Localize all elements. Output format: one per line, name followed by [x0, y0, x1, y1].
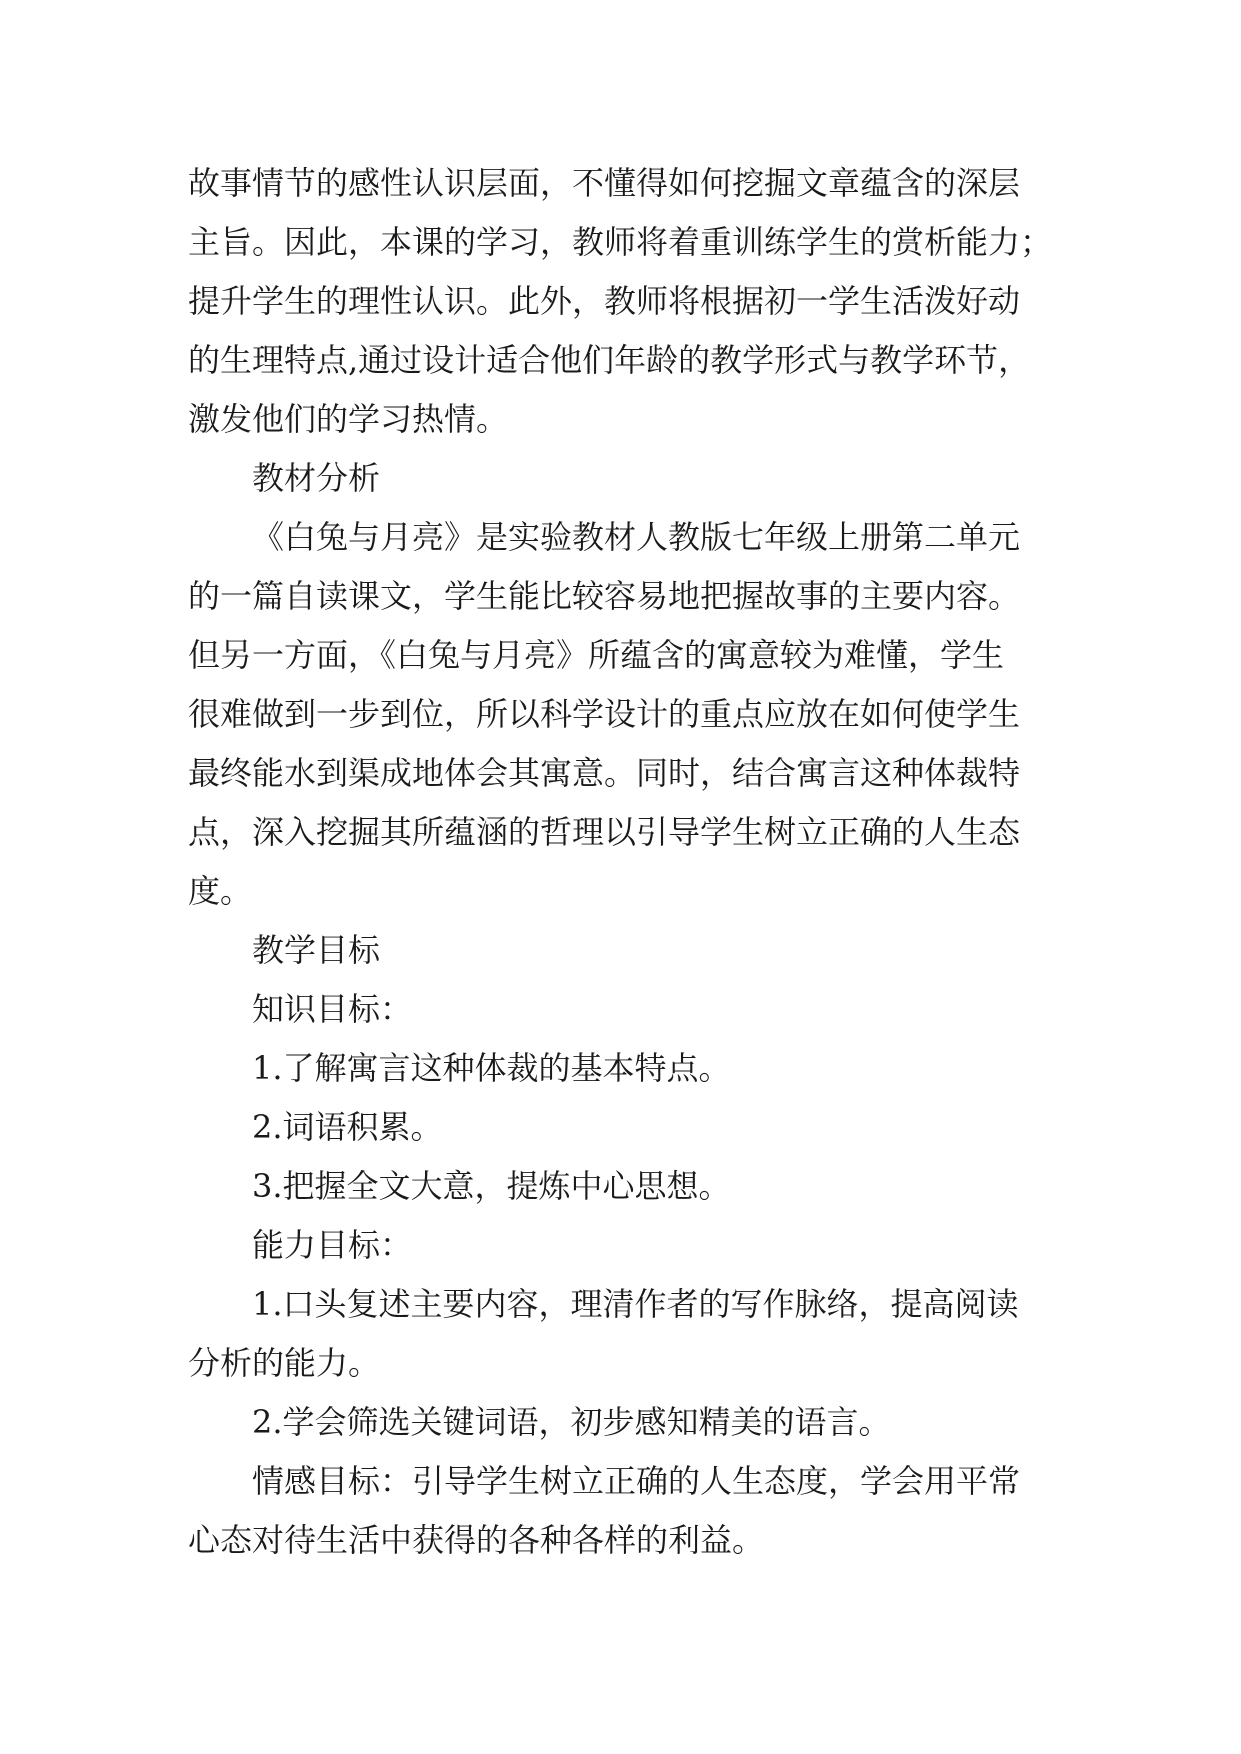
text-line: 1.口头复述主要内容，理清作者的写作脉络，提高阅读 — [252, 1285, 1019, 1323]
text-line: 情感目标：引导学生树立正确的人生态度，学会用平常 — [252, 1462, 1021, 1500]
text-line: 很难做到一步到位，所以科学设计的重点应放在如何使学生 — [188, 695, 1021, 733]
text-line: 教学目标 — [252, 931, 381, 969]
text-line: 的一篇自读课文，学生能比较容易地把握故事的主要内容。 — [188, 577, 1021, 615]
text-line: 故事情节的感性认识层面，不懂得如何挖掘文章蕴含的深层 — [188, 164, 1021, 202]
text-line: 但另一方面，《白兔与月亮》所蕴含的寓意较为难懂，学生 — [188, 636, 1005, 674]
text-line: 提升学生的理性认识。此外，教师将根据初一学生活泼好动 — [188, 282, 1021, 320]
text-line: 3.把握全文大意，提炼中心思想。 — [252, 1167, 731, 1205]
document-body — [188, 154, 1088, 1570]
text-line: 教材分析 — [252, 459, 381, 497]
text-line: 心态对待生活中获得的各种各样的利益。 — [188, 1521, 765, 1559]
text-line: 度。 — [188, 872, 253, 910]
text-line: 的生理特点,通过设计适合他们年龄的教学形式与教学环节， — [188, 341, 1031, 379]
text-line: 知识目标： — [252, 990, 413, 1028]
text-line: 能力目标： — [252, 1226, 413, 1264]
text-line: 2.学会筛选关键词语，初步感知精美的语言。 — [252, 1403, 891, 1441]
text-line: 最终能水到渠成地体会其寓意。同时，结合寓言这种体裁特 — [188, 754, 1021, 792]
text-line: 点，深入挖掘其所蕴涵的哲理以引导学生树立正确的人生态 — [188, 813, 1021, 851]
text-line: 分析的能力。 — [188, 1344, 381, 1382]
text-line: 2.词语积累。 — [252, 1108, 443, 1146]
text-line: 1.了解寓言这种体裁的基本特点。 — [252, 1049, 731, 1087]
text-line: 主旨。因此，本课的学习，教师将着重训练学生的赏析能力； — [188, 223, 1053, 261]
text-line: 《白兔与月亮》是实验教材人教版七年级上册第二单元 — [252, 518, 1021, 556]
text-line: 激发他们的学习热情。 — [188, 400, 509, 438]
